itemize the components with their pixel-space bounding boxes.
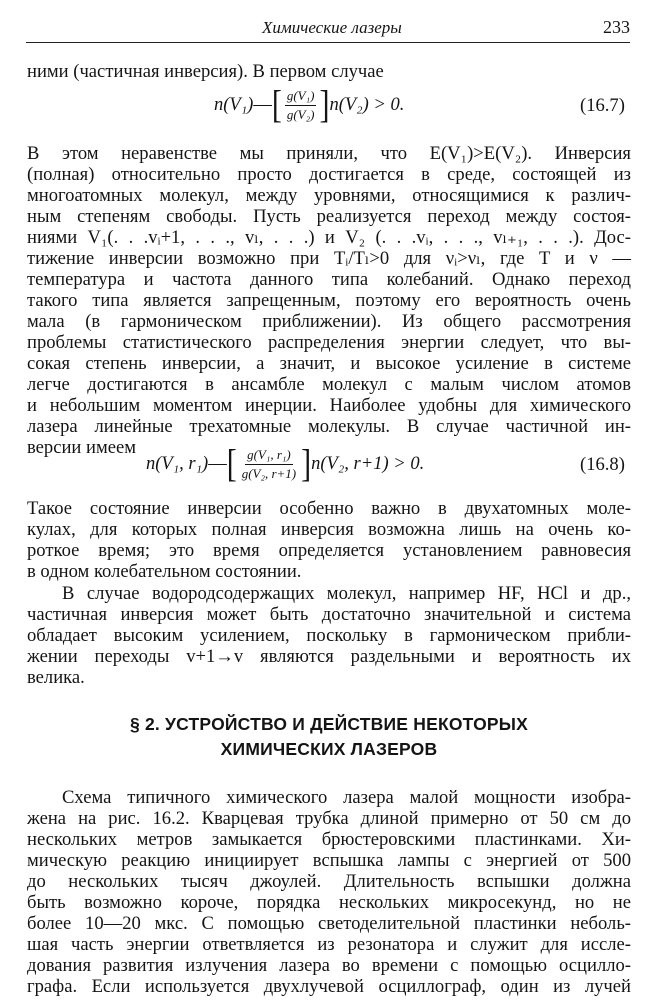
text-line: сокая степень инверсии, а значит, и высокое усиление в системе <box>27 353 631 374</box>
text-line: велика. <box>27 667 85 688</box>
fraction-denominator: g(V₂, r+1) <box>241 466 297 481</box>
eq-fraction <box>285 88 317 123</box>
right-bracket: ] <box>319 83 330 127</box>
text-line: В этом неравенстве мы приняли, что E(V₁)>E(V₂). Инверсия <box>27 143 631 164</box>
text-line: до нескольких тысяч джоулей. Длительность вспышки должна <box>27 871 631 892</box>
text-line: нескольких метров замыкается брюстеровскими пластинками. Хи- <box>27 829 631 850</box>
left-bracket: [ <box>271 83 282 127</box>
eq-lhs: n(V₁, r₁) <box>146 454 209 474</box>
text-line: такого типа является запрещенным, поэтому его вероятность очень <box>27 290 631 311</box>
text-line: тижение инверсии возможно при Tᵢ/Tₗ>0 для νᵢ>νₗ, где T и ν — <box>27 248 631 269</box>
equation-number: (16.8) <box>580 454 625 475</box>
section-heading: § 2. УСТРОЙСТВО И ДЕЙСТВИЕ НЕКОТОРЫХ <box>130 714 528 734</box>
fraction-numerator: g(V₁, r₁) <box>245 447 293 465</box>
text-line: графа. Если используется двухлучевой осциллограф, один из лучей <box>27 976 631 997</box>
text-line: версии имеем <box>27 437 137 458</box>
eq-minus: — <box>208 454 227 474</box>
text-line: ниями V₁(. . .vᵢ+1, . . ., vₗ, . . .) и V₂ (. . .vᵢ, . . ., vₗ₊₁, . . .). Дос- <box>27 227 631 248</box>
right-bracket: ] <box>301 442 312 486</box>
text-line: обладает высоким усилением, поскольку в гармоническом прибли- <box>27 625 631 646</box>
text-line: кулах, для которых полная инверсия возможна лишь на очень ко- <box>27 519 631 540</box>
eq-lhs: n(V₁) <box>214 95 254 115</box>
text-line: и небольшим моментом инерции. Наиболее удобны для химического <box>27 395 631 416</box>
page-header <box>26 16 630 43</box>
text-line: температура и частота данного типа колебаний. Однако переход <box>27 269 631 290</box>
text-line: жена на рис. 16.2. Кварцевая трубка длиной примерно от 50 см до <box>27 808 631 829</box>
text-line: многоатомных молекул, между уровнями, относящимися к различ- <box>27 185 631 206</box>
text-line: В случае водородсодержащих молекул, например HF, HCl и др., <box>62 583 631 604</box>
text-line: дования развития излучения лазера во времени с помощью осцилло- <box>27 955 631 976</box>
eq-minus: — <box>253 95 272 115</box>
text-line: легче достигаются в ансамбле молекул с малым числом атомов <box>27 374 631 395</box>
text-line: проблемы статистического распределения энергии следует, что вы- <box>27 332 631 353</box>
text-line: Схема типичного химического лазера малой мощности изобра- <box>62 787 631 808</box>
text-line: лазера линейные трехатомные молекулы. В случае частичной ин- <box>27 416 631 437</box>
section-heading: ХИМИЧЕСКИХ ЛАЗЕРОВ <box>220 739 438 759</box>
eq-rhs: n(V₂, r+1) > 0. <box>311 454 425 474</box>
fraction-numerator: g(V₁) <box>285 88 317 106</box>
text-line: более 10—20 мкс. С помощью светоделительной пластинки неболь- <box>27 913 631 934</box>
text-line: частичная инверсия может быть достаточно значительной и система <box>27 604 631 625</box>
text-line: в одном колебательном состоянии. <box>27 561 302 582</box>
eq-fraction <box>240 447 298 482</box>
text-line: быть возможно короче, порядка нескольких микросекунд, но не <box>27 892 631 913</box>
left-bracket: [ <box>226 442 237 486</box>
text-line: роткое время; это время определяется установлением равновесия <box>27 540 631 561</box>
equation-16-7 <box>214 83 405 127</box>
text-line: мала (в гармоническом приближении). Из общего рассмотрения <box>27 311 631 332</box>
page-number: 233 <box>603 17 630 37</box>
eq-rhs: n(V₂) > 0. <box>329 95 405 115</box>
equation-16-8 <box>146 442 425 486</box>
text-line: шая часть энергии ответвляется из резонатора и служит для иссле- <box>27 934 631 955</box>
fraction-denominator: g(V₂) <box>286 107 315 122</box>
running-title: Химические лазеры <box>262 18 402 37</box>
text-line: жении переходы v+1→v являются раздельными и вероятность их <box>27 646 631 667</box>
text-line: мическую реакцию инициирует вспышка лампы с энергией от 500 <box>27 850 631 871</box>
text-line: Такое состояние инверсии особенно важно в двухатомных моле- <box>27 498 631 519</box>
text-line: (полная) относительно просто достигается в среде, состоящей из <box>27 164 631 185</box>
text-line: ними (частичная инверсия). В первом случае <box>27 61 384 82</box>
equation-number: (16.7) <box>580 95 625 116</box>
text-line: ным степеням свободы. Пусть реализуется переход между состоя- <box>27 206 631 227</box>
